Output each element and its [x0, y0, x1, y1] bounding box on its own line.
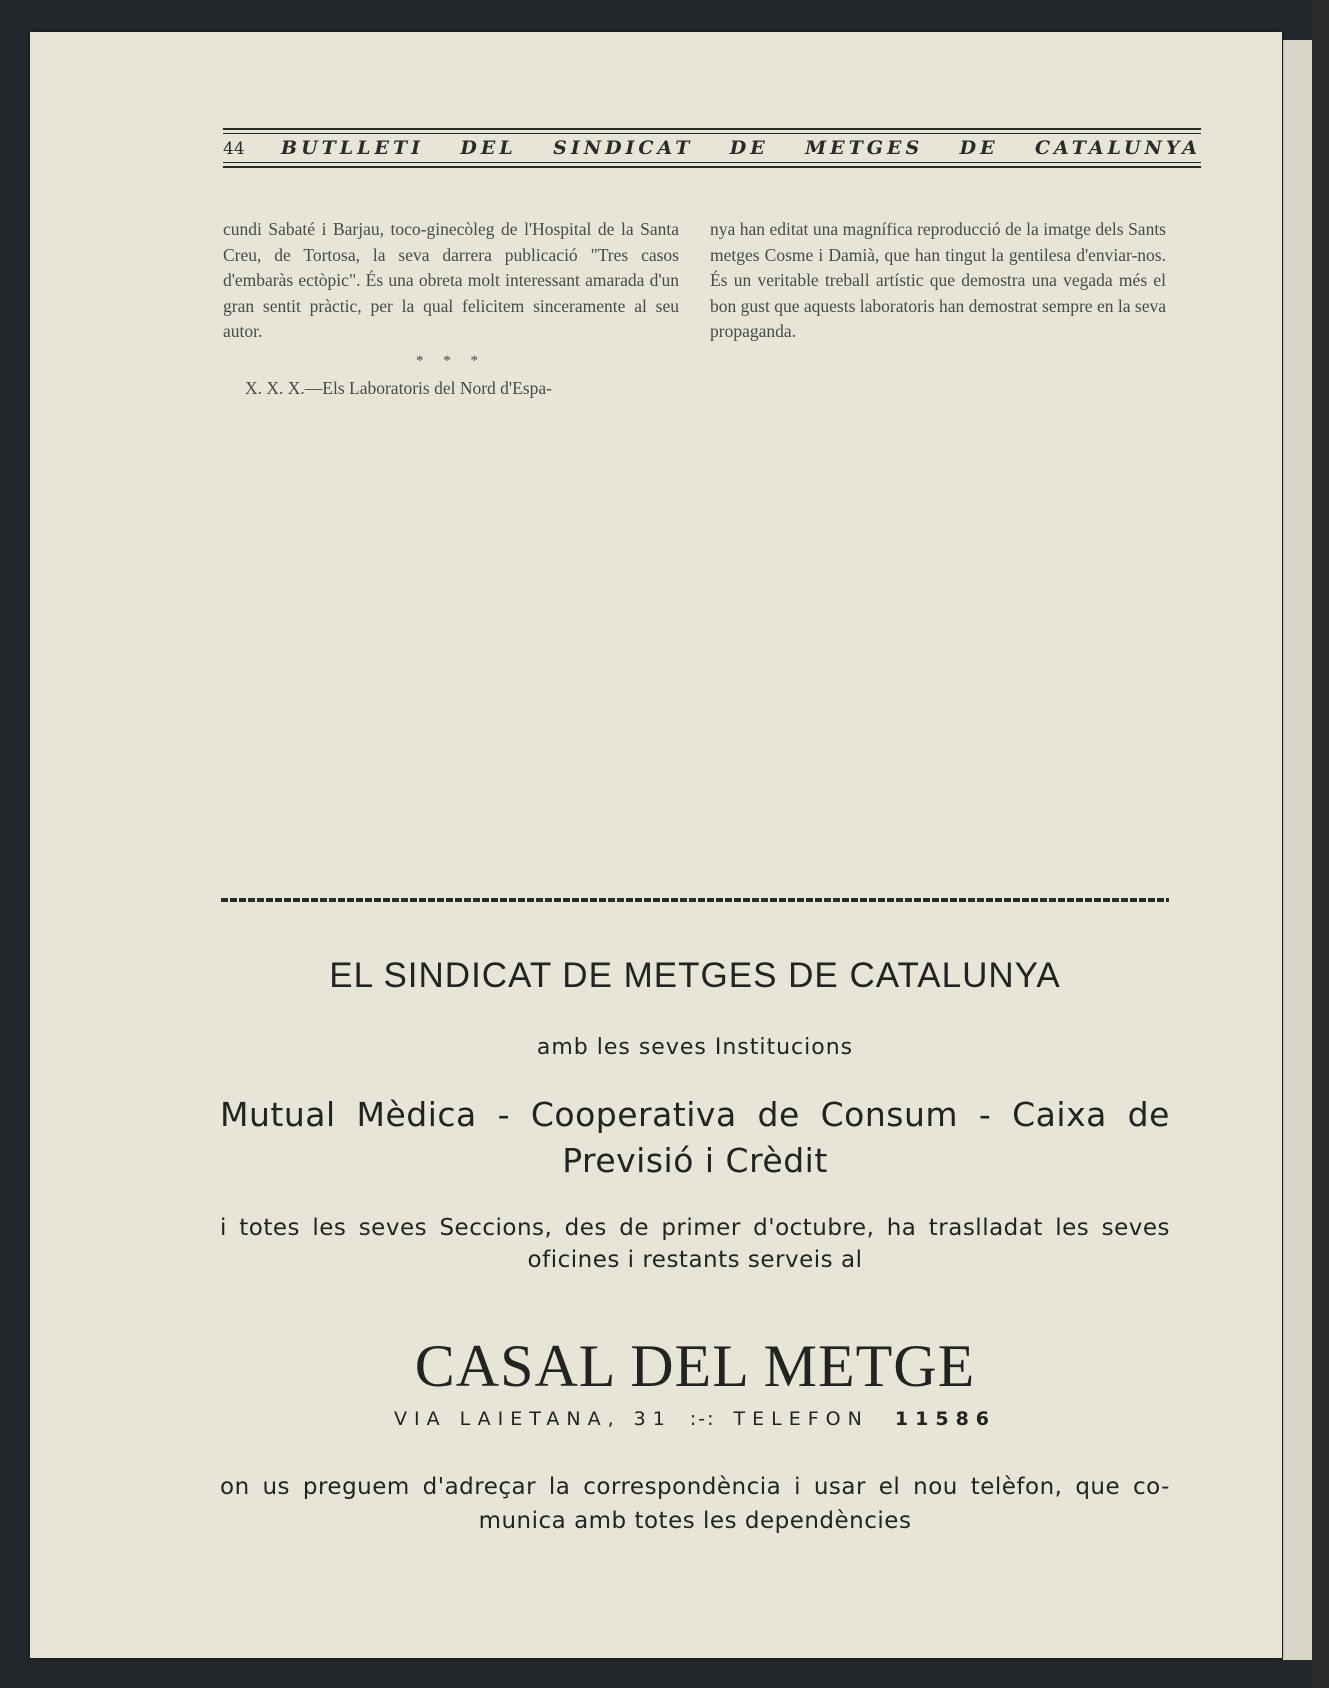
notice-title: EL SINDICAT DE METGES DE CATALUNYA [329, 956, 1061, 995]
institutions-word: de [1127, 1095, 1170, 1134]
header-word: DEL [460, 137, 517, 159]
sections-word: Seccions, [439, 1215, 553, 1241]
closing-word: usar [813, 1474, 866, 1500]
institutions-word: - [497, 1095, 511, 1134]
right-paragraph: nya han editat una magnífica reproducció de la imatge dels Sants metges Cosme i Damià, que han tingut la gentilesa d'enviar-nos. És un veritable treball artístic que demostra una vegada més el bon gust que aquests laboratoris han demostrat sempre en la seva propaganda. [710, 219, 1166, 341]
institutions-word: - [978, 1095, 992, 1134]
closing-line-1 [220, 1470, 1170, 1504]
sections-word: des [564, 1215, 607, 1241]
sections-word: seves [358, 1215, 428, 1241]
left-paragraph: cundi Sabaté i Barjau, toco-ginecòleg de l'Hospital de la Santa Creu, de Tortosa, la seva darrera publicació "Tres casos d'embaràs ectòpic". És una obreta molt interessant amarada d'un gran sentit pràctic, per la qual felicitem sinceramente al seu autor. [223, 219, 679, 341]
left-second-paragraph: X. X. X.—Els Laboratoris del Nord d'Espa- [245, 378, 552, 398]
institutions-line-1 [220, 1092, 1170, 1138]
address-separator: :-: [689, 1408, 716, 1430]
header-rule-bottom-thin [223, 162, 1201, 163]
closing-word: d'adreçar [422, 1474, 537, 1500]
header-row [223, 134, 1201, 162]
sections-word: seves [1101, 1215, 1170, 1241]
sections-word: traslladat [928, 1215, 1043, 1241]
closing-line-2: munica amb totes les dependències [478, 1508, 912, 1534]
header-word: SINDICAT [553, 137, 694, 159]
institutions-word: Cooperativa [530, 1095, 737, 1134]
closing-word: nou [913, 1474, 958, 1500]
page-number: 44 [223, 139, 245, 159]
sections-word: les [312, 1215, 347, 1241]
header-word: DE [959, 137, 999, 159]
header-rule-bottom [223, 166, 1201, 168]
document-page [30, 32, 1282, 1658]
sections-line-2: oficines i restants serveis al [527, 1247, 863, 1273]
closing-word: que [1075, 1474, 1121, 1500]
address-line [220, 1408, 1170, 1430]
institutions-word: Consum [820, 1095, 959, 1134]
sections-text [220, 1212, 1170, 1276]
closing-word: el [878, 1474, 901, 1500]
right-column [710, 217, 1166, 345]
sections-line-1 [220, 1212, 1170, 1244]
institutions-word: de [757, 1095, 800, 1134]
notice-subtitle: amb les seves Institucions [536, 1035, 854, 1060]
casal-heading: CASAL DEL METGE [414, 1333, 976, 1399]
left-column [223, 217, 679, 402]
header-word: BUTLLETI [281, 137, 425, 159]
header-word: CATALUNYA [1034, 137, 1201, 159]
sections-word: d'octubre, [753, 1215, 875, 1241]
notice-divider [221, 898, 1169, 902]
sections-word: totes [239, 1215, 300, 1241]
sections-word: les [1055, 1215, 1090, 1241]
closing-word: i [794, 1474, 801, 1500]
institutions-word: Mèdica [356, 1095, 477, 1134]
header-word: METGES [805, 137, 924, 159]
institutions [220, 1092, 1170, 1184]
header-word: DE [729, 137, 769, 159]
closing-word: us [262, 1474, 291, 1500]
sections-word: de [619, 1215, 649, 1241]
running-header [223, 128, 1201, 168]
closing-word: co- [1132, 1474, 1170, 1500]
closing-word: preguem [302, 1474, 410, 1500]
scan-border [1312, 0, 1329, 1688]
closing-word: telèfon, [970, 1474, 1063, 1500]
closing-word: correspondència [583, 1474, 782, 1500]
institutions-line-2: Previsió i Crèdit [562, 1141, 828, 1180]
phone-label: TELEFON [733, 1408, 869, 1430]
sections-word: i [220, 1215, 227, 1241]
sections-word: primer [661, 1215, 741, 1241]
section-separator: * * * [416, 352, 486, 369]
closing-word: on [220, 1474, 250, 1500]
institutions-word: Caixa [1012, 1095, 1107, 1134]
closing-word: la [548, 1474, 571, 1500]
institutions-word: Mutual [220, 1095, 336, 1134]
header-rule-top [223, 128, 1201, 130]
sections-word: ha [886, 1215, 917, 1241]
street-address: VIA LAIETANA, 31 [393, 1408, 672, 1430]
phone-number: 11586 [894, 1408, 997, 1430]
closing-text [220, 1470, 1170, 1538]
